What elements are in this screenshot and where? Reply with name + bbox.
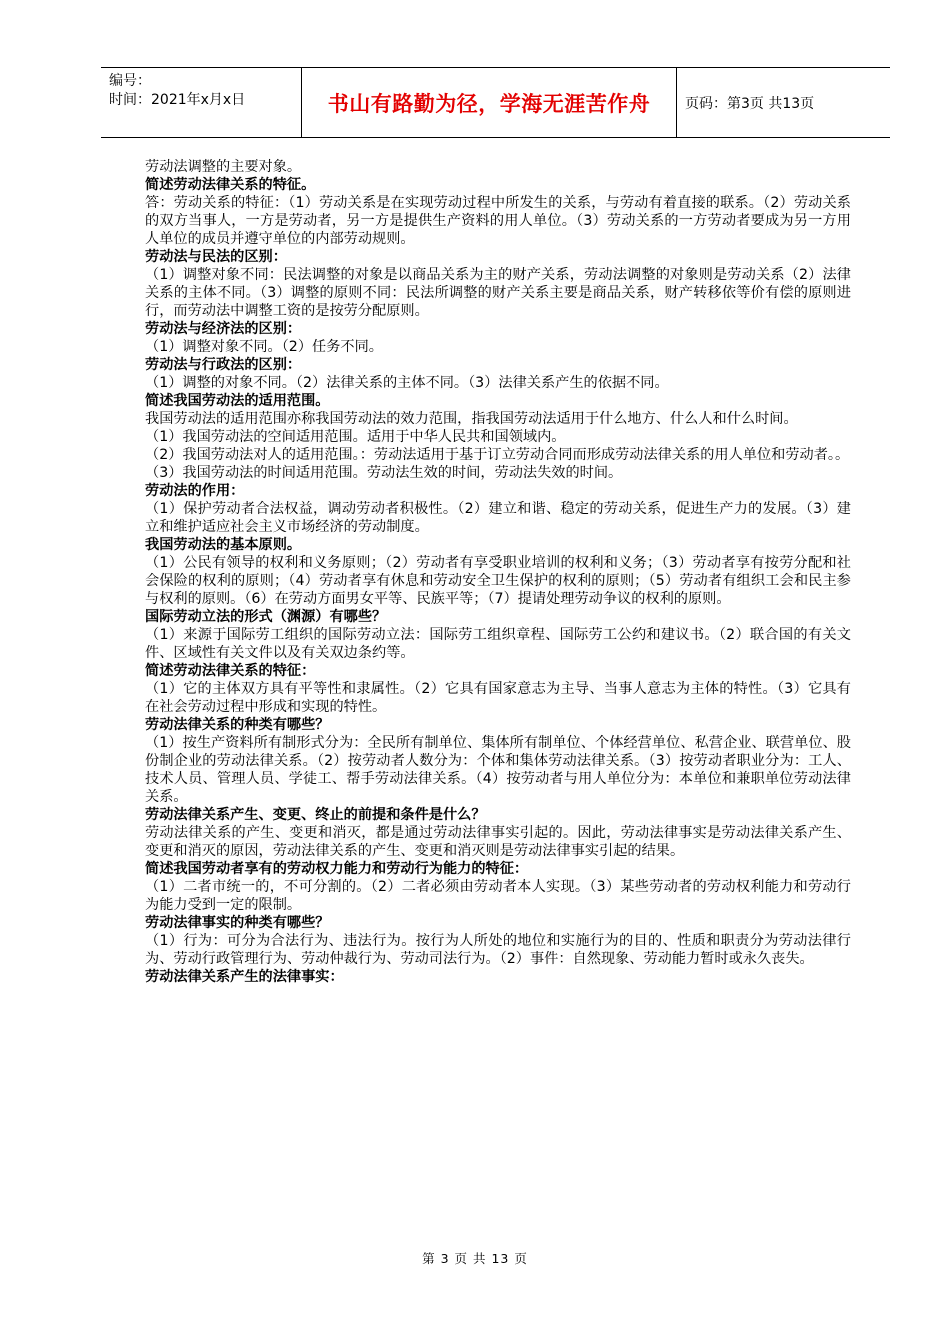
section-heading: 简述劳动法律关系的特征： bbox=[145, 663, 316, 679]
section bbox=[145, 716, 851, 806]
header-meta bbox=[101, 68, 302, 137]
section bbox=[145, 536, 851, 608]
section bbox=[145, 392, 851, 482]
section-paragraph: （1）公民有领导的权利和义务原则；（2）劳动者有享受职业培训的权利和义务；（3）劳动者享有按劳分配和社会保险的权利的原则；（4）劳动者享有休息和劳动安全卫生保护的权利的原则；（5）劳动者有组织工会和民主参与权利的原则。（6）在劳动方面男女平等、民族平等；（7）提请处理劳动争议的权利的原则。 bbox=[145, 555, 851, 607]
section-paragraph: 劳动法律关系的产生、变更和消灭，都是通过劳动法律事实引起的。因此，劳动法律事实是劳动法律关系产生、变更和消灭的原因，劳动法律关系的产生、变更和消灭则是劳动法律事实引起的结果。 bbox=[145, 825, 851, 859]
section-heading: 简述我国劳动者享有的劳动权力能力和劳动行为能力的特征： bbox=[145, 861, 529, 877]
section-paragraph: 答：劳动关系的特征：（1）劳动关系是在实现劳动过程中所发生的关系，与劳动有着直接的联系。（2）劳动关系的双方当事人，一方是劳动者，另一方是提供生产资料的用人单位。（3）劳动关系的一方劳动者要成为另一方用人单位的成员并遵守单位的内部劳动规则。 bbox=[145, 195, 851, 247]
section bbox=[145, 806, 851, 860]
section-heading: 国际劳动立法的形式（渊源）有哪些？ bbox=[145, 609, 387, 625]
section bbox=[145, 320, 851, 356]
section bbox=[145, 968, 851, 986]
section bbox=[145, 176, 851, 248]
section-heading: 劳动法律关系产生的法律事实： bbox=[145, 969, 344, 985]
section-heading: 简述我国劳动法的适用范围。 bbox=[145, 393, 330, 409]
serial-label: 编号： bbox=[109, 73, 151, 89]
section-heading: 劳动法律关系产生、变更、终止的前提和条件是什么？ bbox=[145, 807, 486, 823]
section-heading: 劳动法律关系的种类有哪些？ bbox=[145, 717, 330, 733]
section-paragraph: （1）调整对象不同：民法调整的对象是以商品关系为主的财产关系，劳动法调整的对象则是劳动关系（2）法律关系的主体不同。（3）调整的原则不同：民法所调整的财产关系主要是商品关系，财产转移依等价有偿的原则进行，而劳动法中调整工资的是按劳分配原则。 bbox=[145, 267, 851, 319]
time-label: 时间：2021年x月x日 bbox=[109, 92, 246, 108]
section-paragraph: （3）我国劳动法的时间适用范围。劳动法生效的时间，劳动法失效的时间。 bbox=[145, 465, 623, 481]
page-number-label: 页码：第3页 共13页 bbox=[685, 95, 815, 112]
section-paragraph: （2）我国劳动法对人的适用范围。：劳动法适用于基于订立劳动合同而形成劳动法律关系的用人单位和劳动者。。 bbox=[145, 447, 850, 463]
section bbox=[145, 356, 851, 392]
section bbox=[145, 914, 851, 968]
section bbox=[145, 482, 851, 536]
section-paragraph: （1）二者市统一的，不可分割的。（2）二者必须由劳动者本人实现。（3）某些劳动者的劳动权利能力和劳动行为能力受到一定的限制。 bbox=[145, 879, 851, 913]
section-paragraph: （1）行为：可分为合法行为、违法行为。按行为人所处的地位和实施行为的目的、性质和职责分为劳动法律行为、劳动行政管理行为、劳动仲裁行为、劳动司法行为。（2）事件：自然现象、劳动能力暂时或永久丧失。 bbox=[145, 933, 851, 967]
section-paragraph: （1）它的主体双方具有平等性和隶属性。（2）它具有国家意志为主导、当事人意志为主体的特性。（3）它具有在社会劳动过程中形成和实现的特性。 bbox=[145, 681, 851, 715]
header-page-cell bbox=[677, 68, 890, 137]
section-paragraph: （1）保护劳动者合法权益，调动劳动者积极性。（2）建立和谐、稳定的劳动关系，促进生产力的发展。（3）建立和维护适应社会主义市场经济的劳动制度。 bbox=[145, 501, 851, 535]
page-header bbox=[101, 67, 890, 138]
section-heading: 劳动法的作用： bbox=[145, 483, 245, 499]
section-paragraph: （1）调整的对象不同。（2）法律关系的主体不同。（3）法律关系产生的依据不同。 bbox=[145, 375, 669, 391]
page-footer: 第 3 页 共 13 页 bbox=[422, 1251, 528, 1266]
section bbox=[145, 860, 851, 914]
section-paragraph: （1）按生产资料所有制形式分为：全民所有制单位、集体所有制单位、个体经营单位、私营企业、联营单位、股份制企业的劳动法律关系。（2）按劳动者人数分为：个体和集体劳动法律关系。（3）按劳动者职业分为：工人、技术人员、管理人员、学徒工、帮手劳动法律关系。（4）按劳动者与用人单位分为：本单位和兼职单位劳动法律关系。 bbox=[145, 735, 851, 805]
section-paragraph: （1）调整对象不同。（2）任务不同。 bbox=[145, 339, 383, 355]
section-heading: 劳动法与行政法的区别： bbox=[145, 357, 302, 373]
section-paragraph: （1）来源于国际劳工组织的国际劳动立法：国际劳工组织章程、国际劳工公约和建议书。（2）联合国的有关文件、区域性有关文件以及有关双边条约等。 bbox=[145, 627, 851, 661]
section-paragraph: （1）我国劳动法的空间适用范围。适用于中华人民共和国领域内。 bbox=[145, 429, 566, 445]
section bbox=[145, 662, 851, 716]
header-motto-cell bbox=[302, 68, 677, 137]
document-body bbox=[145, 158, 851, 986]
section-paragraph: 我国劳动法的适用范围亦称我国劳动法的效力范围，指我国劳动法适用于什么地方、什么人和什么时间。 bbox=[145, 411, 798, 427]
section-heading: 劳动法律事实的种类有哪些？ bbox=[145, 915, 330, 931]
section-heading: 我国劳动法的基本原则。 bbox=[145, 537, 302, 553]
section-heading: 劳动法与民法的区别： bbox=[145, 249, 287, 265]
intro-text: 劳动法调整的主要对象。 bbox=[145, 159, 302, 175]
section bbox=[145, 608, 851, 662]
section-heading: 简述劳动法律关系的特征。 bbox=[145, 177, 316, 193]
sections-container bbox=[145, 176, 851, 986]
header-motto: 书山有路勤为径，学海无涯苦作舟 bbox=[327, 91, 651, 116]
section-heading: 劳动法与经济法的区别： bbox=[145, 321, 302, 337]
section bbox=[145, 248, 851, 320]
